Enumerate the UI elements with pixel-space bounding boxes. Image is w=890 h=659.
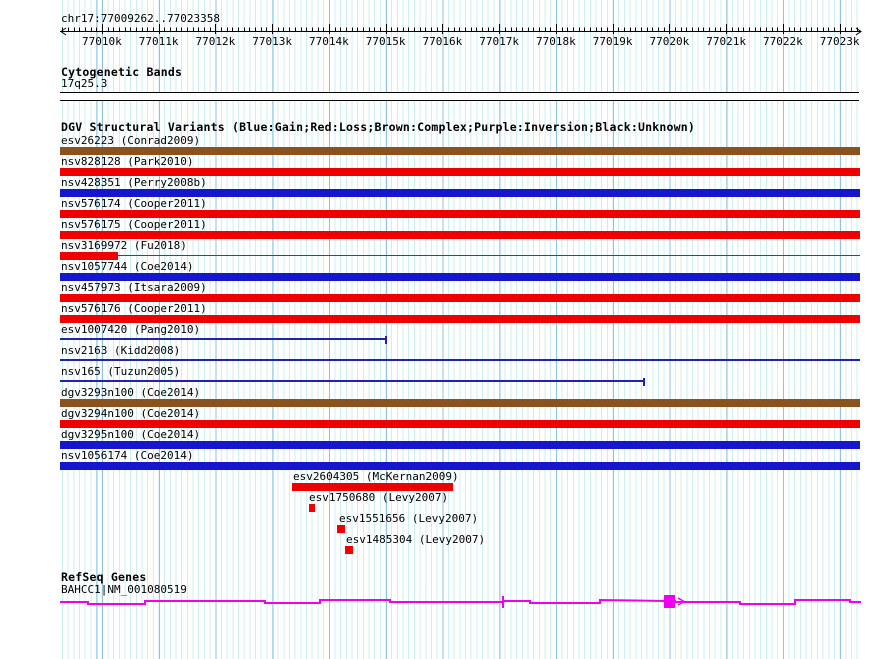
variant-label[interactable]: nsv576176 (Cooper2011) xyxy=(61,302,207,315)
section-header-refseq-genes: RefSeq Genes xyxy=(61,570,147,584)
variant-label[interactable]: esv2604305 (McKernan2009) xyxy=(293,470,459,483)
ruler-tick-label: 77021k xyxy=(706,35,747,48)
ruler-tick-label: 77018k xyxy=(536,35,576,48)
ruler-tick-label: 77011k xyxy=(138,35,179,48)
ruler-tick-label: 77019k xyxy=(592,35,633,48)
cytoband-name: 17q25.3 xyxy=(61,77,108,90)
variant-bar[interactable] xyxy=(60,168,860,176)
variant-bar[interactable] xyxy=(60,315,860,323)
variant-bar[interactable] xyxy=(60,359,860,361)
variant-bar[interactable] xyxy=(60,294,860,302)
variant-bar[interactable] xyxy=(309,504,315,512)
ruler-tick-label: 77023k xyxy=(819,35,860,48)
variant-bar[interactable] xyxy=(60,252,118,260)
variant-bar[interactable] xyxy=(60,441,860,449)
variant-bar[interactable] xyxy=(60,189,860,197)
variant-label[interactable]: esv1750680 (Levy2007) xyxy=(309,491,449,504)
variant-bar[interactable] xyxy=(118,255,860,256)
tracks-plot-area xyxy=(60,0,860,659)
ruler-tick-label: 77012k xyxy=(195,35,236,48)
variant-bar[interactable] xyxy=(60,462,860,470)
variant-label[interactable]: nsv2163 (Kidd2008) xyxy=(61,344,181,357)
variant-label[interactable]: nsv1056174 (Coe2014) xyxy=(61,449,194,462)
ruler-tick-label: 77013k xyxy=(252,35,293,48)
variant-bar[interactable] xyxy=(60,231,860,239)
variant-label[interactable]: dgv3295n100 (Coe2014) xyxy=(61,428,201,441)
variant-label[interactable]: nsv428351 (Perry2008b) xyxy=(61,176,207,189)
ruler-tick-label: 77016k xyxy=(422,35,463,48)
variant-label[interactable]: nsv576175 (Cooper2011) xyxy=(61,218,207,231)
gene-name-label[interactable]: BAHCC1|NM_001080519 xyxy=(61,583,187,596)
region-coordinates-title: chr17:77009262..77023358 xyxy=(61,12,220,25)
variant-bar[interactable] xyxy=(337,525,345,533)
variant-bar[interactable] xyxy=(60,273,860,281)
ruler-tick-label: 77010k xyxy=(82,35,122,48)
section-header-cytogenetic-bands: Cytogenetic Bands xyxy=(61,65,183,79)
variant-bar[interactable] xyxy=(60,380,644,382)
variant-bar[interactable] xyxy=(345,546,353,554)
variant-label[interactable]: dgv3293n100 (Coe2014) xyxy=(61,386,201,399)
ruler-tick-label: 77015k xyxy=(365,35,406,48)
variant-label[interactable]: esv1485304 (Levy2007) xyxy=(346,533,486,546)
ruler-tick-label: 77022k xyxy=(763,35,803,48)
variant-label[interactable]: dgv3294n100 (Coe2014) xyxy=(61,407,201,420)
variant-bar[interactable] xyxy=(60,399,860,407)
variant-label[interactable]: nsv828128 (Park2010) xyxy=(61,155,194,168)
variant-bar[interactable] xyxy=(643,378,645,386)
variant-bar[interactable] xyxy=(60,210,860,218)
variant-label[interactable]: esv1007420 (Pang2010) xyxy=(61,323,201,336)
variant-tracks-container xyxy=(60,0,860,659)
variant-label[interactable]: nsv165 (Tuzun2005) xyxy=(61,365,181,378)
ruler-tick-label: 77020k xyxy=(649,35,690,48)
variant-bar[interactable] xyxy=(385,336,387,344)
variant-label[interactable]: nsv1057744 (Coe2014) xyxy=(61,260,194,273)
variant-label[interactable]: nsv457973 (Itsara2009) xyxy=(61,281,207,294)
variant-label[interactable]: esv26223 (Conrad2009) xyxy=(61,134,201,147)
variant-bar[interactable] xyxy=(292,483,453,491)
variant-label[interactable]: nsv576174 (Cooper2011) xyxy=(61,197,207,210)
ruler-tick-label: 77017k xyxy=(479,35,520,48)
variant-label[interactable]: nsv3169972 (Fu2018) xyxy=(61,239,187,252)
variant-label[interactable]: esv1551656 (Levy2007) xyxy=(339,512,479,525)
variant-bar[interactable] xyxy=(60,420,860,428)
ruler-tick-label: 77014k xyxy=(309,35,349,48)
section-header-dgv-structural-variants: DGV Structural Variants (Blue:Gain;Red:Loss;Brown:Complex;Purple:Inversion;Black:Unknown) xyxy=(61,120,695,134)
variant-bar[interactable] xyxy=(60,338,386,340)
variant-bar[interactable] xyxy=(60,147,860,155)
